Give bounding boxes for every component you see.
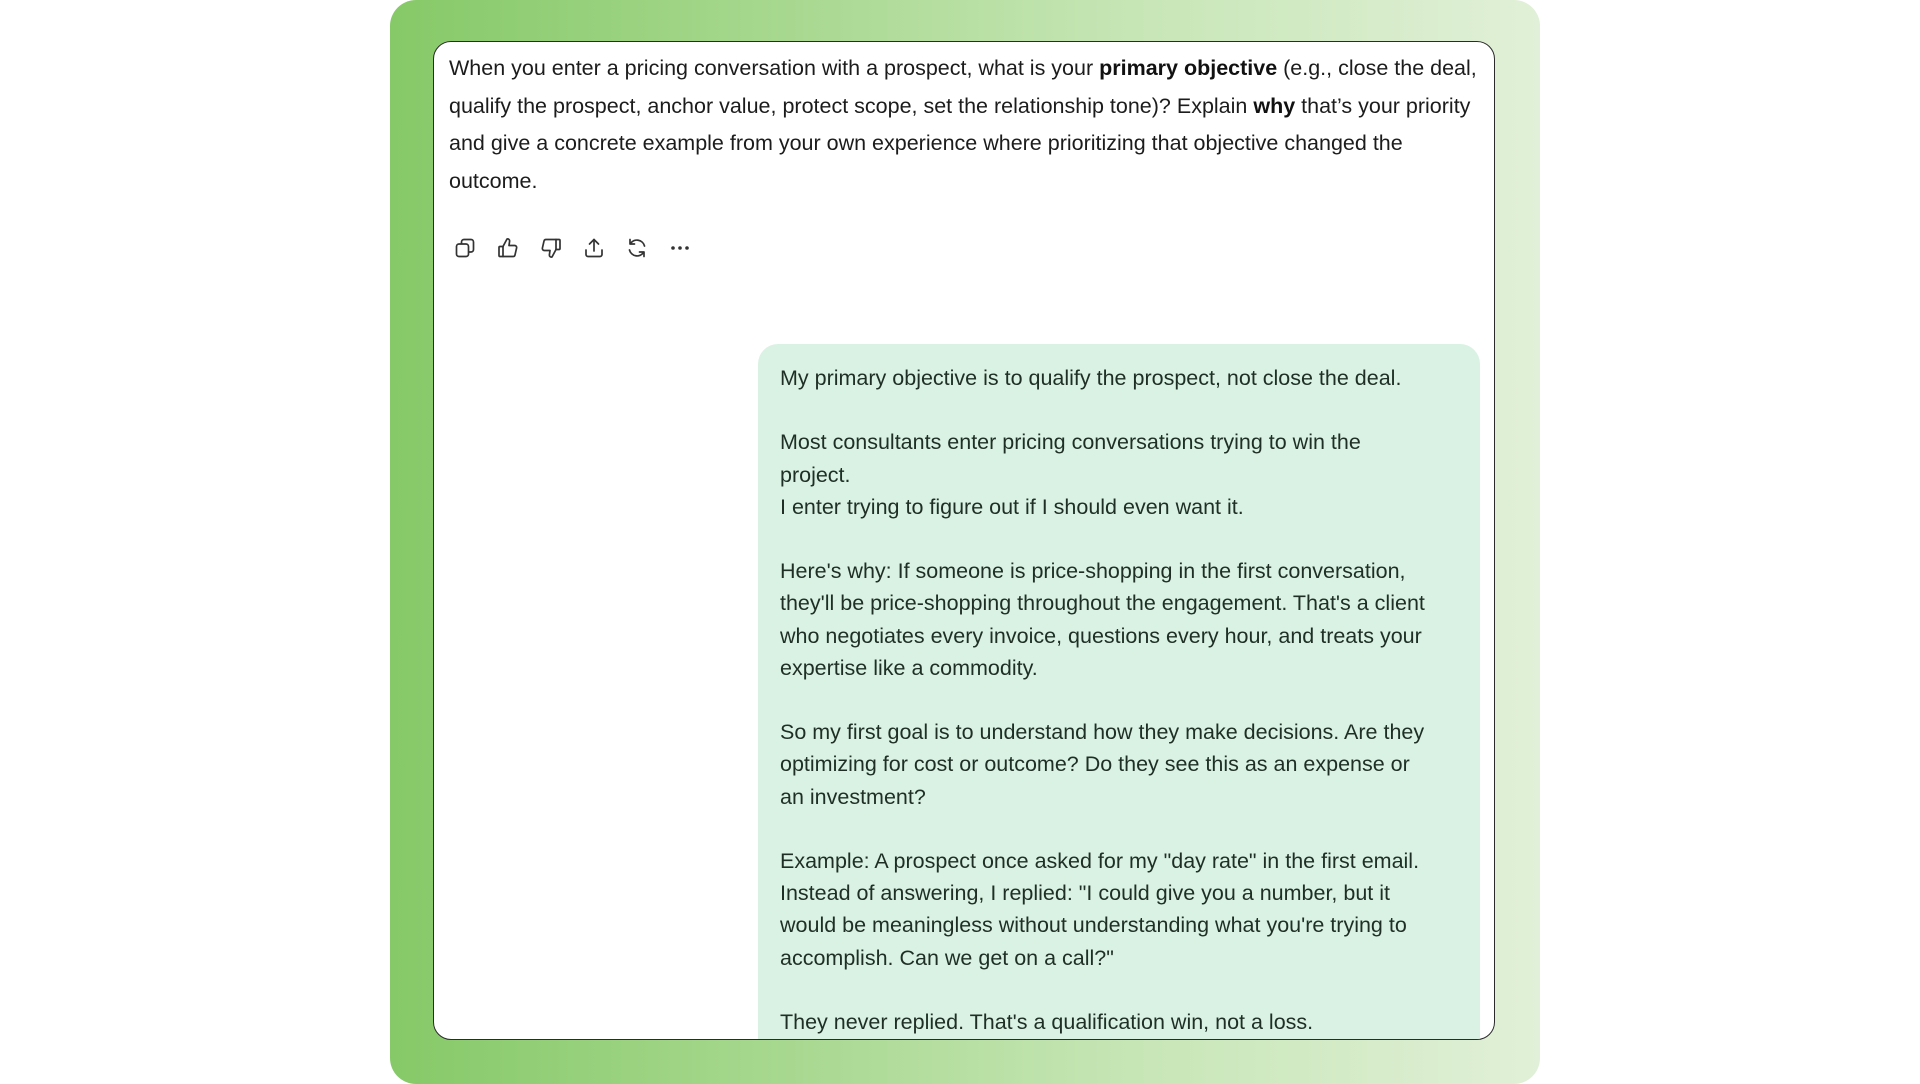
more-options-button[interactable] xyxy=(664,232,696,264)
response-line: an investment? xyxy=(780,784,926,809)
response-line: I enter trying to figure out if I should even want it. xyxy=(780,494,1244,519)
response-line: They never replied. That's a qualification win, not a loss. xyxy=(780,1009,1314,1034)
copy-icon xyxy=(453,236,477,260)
question-text-3: that’s your priority and give a concrete example from your own experience where prioritizing that objective changed the outcome. xyxy=(449,93,1471,193)
user-message-bubble xyxy=(758,344,1480,1040)
response-line: Here's why: If someone is price-shopping in the first conversation, xyxy=(780,559,1406,584)
more-icon xyxy=(668,236,692,260)
question-bold-why: why xyxy=(1253,93,1296,118)
response-line: project. xyxy=(780,462,851,487)
response-paragraph xyxy=(780,362,1458,394)
response-line: So my first goal is to understand how they make decisions. Are they xyxy=(780,720,1425,745)
copy-button[interactable] xyxy=(449,232,481,264)
response-line: My primary objective is to qualify the prospect, not close the deal. xyxy=(780,366,1402,390)
response-line: optimizing for cost or outcome? Do they see this as an expense or xyxy=(780,752,1410,777)
response-paragraph xyxy=(780,716,1458,813)
response-line: accomplish. Can we get on a call?" xyxy=(780,945,1114,970)
response-line: they'll be price-shopping throughout the engagement. That's a client xyxy=(780,591,1425,616)
response-paragraph xyxy=(780,555,1458,684)
regenerate-button[interactable] xyxy=(621,232,653,264)
question-text-2: (e.g., close the deal, qualify the prospect, anchor value, protect scope, set the relationship tone)? Explain xyxy=(449,56,1477,118)
regenerate-icon xyxy=(625,236,649,260)
response-paragraph xyxy=(780,1006,1458,1038)
response-line: expertise like a commodity. xyxy=(780,655,1038,680)
gradient-backdrop xyxy=(390,0,1540,1084)
response-paragraph xyxy=(780,426,1458,523)
thumbs-up-icon xyxy=(496,236,520,260)
response-line: Instead of answering, I replied: "I could give you a number, but it xyxy=(780,881,1390,906)
share-icon xyxy=(582,236,606,260)
chat-window xyxy=(433,41,1495,1040)
response-paragraph xyxy=(780,845,1458,974)
thumbs-down-button[interactable] xyxy=(535,232,567,264)
thumbs-down-icon xyxy=(539,236,563,260)
response-line: who negotiates every invoice, questions every hour, and treats your xyxy=(780,623,1422,648)
thumbs-up-button[interactable] xyxy=(492,232,524,264)
message-actions xyxy=(449,232,696,264)
response-line: would be meaningless without understanding what you're trying to xyxy=(780,913,1407,938)
assistant-question xyxy=(449,50,1479,200)
question-text-1: When you enter a pricing conversation with a prospect, what is your xyxy=(449,56,1100,80)
share-button[interactable] xyxy=(578,232,610,264)
response-line: Most consultants enter pricing conversations trying to win the xyxy=(780,430,1361,455)
question-bold-primary-objective: primary objective xyxy=(1099,56,1278,80)
response-line: Example: A prospect once asked for my "day rate" in the first email. xyxy=(780,848,1420,873)
